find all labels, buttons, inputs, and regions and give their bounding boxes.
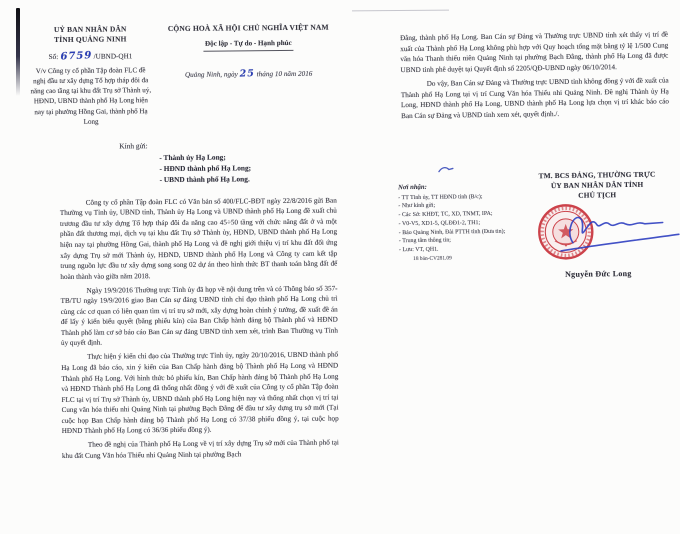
recipient-list — [159, 152, 341, 186]
document-number — [28, 50, 152, 62]
distribution-list-label: Nơi nhận: — [398, 183, 427, 192]
national-motto-line1: CỘNG HOÀ XÃ HỘI CHỦ NGHĨA VIỆT NAM — [167, 22, 329, 34]
body-text-page1 — [60, 195, 339, 461]
paragraph: Thực hiện ý kiến chỉ đạo của Thường trực Tỉnh ủy, ngày 20/10/2016, UBND thành phố Hạ Long đã báo cáo, xin ý kiến của Ban Chấp hành đảng bộ Thành phố Hạ Long và HĐND Thành phố Hạ Long. Với hình thức bỏ phiếu kín, Ban Chấp hành đảng bộ Thành phố Hạ Long và HĐND Thành phố Hạ Long đã thống nhất đồng ý với đề xuất của Công ty cổ phần Tập đoàn FLC tại vị trí Trụ sở Thành ủy, UBND thành phố Hạ Long hiện nay và thống nhất chọn vị trí tại Cung văn hóa thiếu nhi Quảng Ninh tại phường Bạch Đằng để đầu tư xây dựng trụ sở mới (Tại cuộc họp Ban Chấp hành đảng bộ Thành phố Hạ Long có 37/38 phiếu đồng ý, tại cuộc họp HĐND Thành phố Hạ Long có 36/36 phiếu đồng ý). — [61, 350, 339, 436]
distribution-item: - Báo Quảng Ninh, Đài PTTH tỉnh (Đưa tin); — [398, 228, 506, 236]
document-subject: V/v Công ty cổ phần Tập đoàn FLC đề nghị đầu tư xây dựng Tổ hợp tháp đôi đa năng cao tầng tại khu đất Trụ sở Thành uỷ, HĐND, UBND thành phố Hạ Long hiện nay tại phường Hồng Gai, thành phố Hạ Long — [30, 65, 152, 126]
signing-authority-line2: ỦY BAN NHÂN DÂN TỈNH — [550, 179, 644, 191]
national-header-block — [152, 23, 335, 127]
paragraph: Đằng, thành phố Hạ Long. Ban Cán sự Đảng và Thường trực UBND tỉnh xét thấy vị trí đề xuất của Thành phố Hạ Long không phù hợp với Quy hoạch tổng mặt bằng tỷ lệ 1/500 Cung văn hóa Thanh thiếu niên Quảng Ninh tại phường Bạch Đằng, thành phố Hạ Long đã được UBND tỉnh phê duyệt tại Quyết định số 2205/QĐ-UBND ngày 06/10/2014. — [400, 30, 669, 74]
paragraph: Ngày 19/9/2016 Thường trực Tỉnh ủy đã họp về nội dung trên và có Thông báo số 357-TB/TU ngày 19/9/2016 giao Ban Cán sự đảng UBND tỉnh chỉ đạo thành phố Hạ Long chủ trì cùng các cơ quan có liên quan tìm vị trí trụ sở mới, xây dựng hoàn chỉnh ý tưởng, đề xuất đề án để lấy ý kiến biểu quyết (bằng phiếu kín) của Ban Chấp hành đảng bộ Thành phố và HĐND Thành phố làm cơ sở báo cáo Ban Cán sự đảng UBND tỉnh xem xét, trình Ban Thường vụ Tỉnh ủy quyết định. — [60, 284, 338, 348]
distribution-item: - TT Tỉnh ủy, TT HĐND tỉnh (B/c); — [398, 193, 483, 201]
document-number-prefix: Số: — [48, 52, 59, 61]
distribution-item: - Như kính gửi; — [398, 203, 436, 210]
signature-block — [510, 169, 680, 291]
issuing-agency-block — [28, 24, 153, 127]
distribution-item: - Trung tâm thông tin; — [398, 237, 451, 245]
body-text-page2 — [400, 29, 669, 121]
distribution-item: - V0-V5, XD1-5, QLĐĐ1-2, TH1; — [398, 219, 481, 228]
paragraph: Công ty cổ phần Tập đoàn FLC có Văn bản số 400/FLC-BĐT ngày 22/8/2016 gửi Ban Thường vụ Tỉnh ủy, UBND tỉnh, Thành ủy Hạ Long và UBND thành phố Hạ Long đề xuất chủ trương đầu tư xây dựng Tổ hợp tháp đôi đa năng cao 45÷50 tầng với chức năng đất ở và một phần đất thương mại, dịch vụ tại khu đất Trụ sở Thành ủy, HĐND, UBND thành phố Hạ Long hiện nay tại phường Hồng Gai, thành phố Hạ Long và đề nghị giới thiệu vị trí khu đất đối ứng xây dựng Trụ sở mới Thành ủy, HĐND, UBND thành phố Hạ Long và Công ty cam kết tập trung nguồn lực đầu tư xây dựng song song 02 dự án theo hình thức BT thanh toán bằng đất để hoàn thành vào giữa năm 2018. — [59, 196, 338, 281]
recipient-item: - HĐND thành phố Hạ Long; — [159, 163, 252, 174]
recipient-item: - Thành ủy Hạ Long; — [159, 152, 226, 163]
distribution-item: - Lưu: VT, QH1. — [398, 246, 439, 254]
paragraph: Do vậy, Ban Cán sự Đảng và Thường trực UBND tỉnh không đồng ý với đề xuất của Thành phố Hạ Long tại vị trí Cung Văn hóa Thiếu nhi Quảng Ninh. Đề nghị Thành ủy Hạ Long, HĐND thành phố Hạ Long, UBND thành phố Hạ Long lựa chọn vị trí khác báo cáo Ban Cán sự Đảng và UBND tỉnh xem xét, quyết định./. — [400, 76, 670, 120]
date-line-prefix: Quảng Ninh, ngày — [184, 69, 238, 79]
agency-name-line2: TỈNH QUẢNG NINH — [54, 34, 127, 44]
document-number-suffix: /UBND-QH1 — [93, 51, 133, 61]
pen-mark-icon — [438, 165, 454, 174]
paragraph: Theo đề nghị của Thành phố Hạ Long về vị trí xây dựng Trụ sở mới của Thành phố tại khu đất Cung Văn hóa Thiếu nhi Quảng Ninh tại phường Bạch — [61, 438, 339, 460]
agency-name-line1: UỶ BAN NHÂN DÂN — [53, 24, 127, 35]
date-line — [163, 67, 335, 80]
national-motto-line2: Độc lập - Tự do - Hạnh phúc — [203, 39, 294, 51]
signer-title: CHỦ TỊCH — [578, 190, 617, 200]
signing-authority-line1: TM. BCS ĐẢNG, THƯỜNG TRỰC — [538, 169, 656, 181]
date-line-suffix: tháng 10 năm 2016 — [256, 69, 313, 78]
handwritten-document-number: 6759 — [59, 49, 93, 63]
document-header — [0, 0, 341, 128]
letter-page-1 — [0, 0, 340, 500]
distribution-item: - Các Sở: KHĐT, TC, XD, TNMT, IPA; — [398, 210, 493, 219]
signer-name: Nguyễn Đức Long — [564, 268, 632, 279]
handwritten-day: 25 — [239, 67, 256, 80]
copies-note: 18 bản-CV281.09 — [413, 255, 452, 262]
signature-scrawl — [558, 207, 680, 255]
recipient-item: - UBND thành phố Hạ Long. — [159, 174, 250, 185]
letter-page-2 — [340, 0, 680, 500]
salutation: Kính gửi: — [119, 141, 148, 151]
